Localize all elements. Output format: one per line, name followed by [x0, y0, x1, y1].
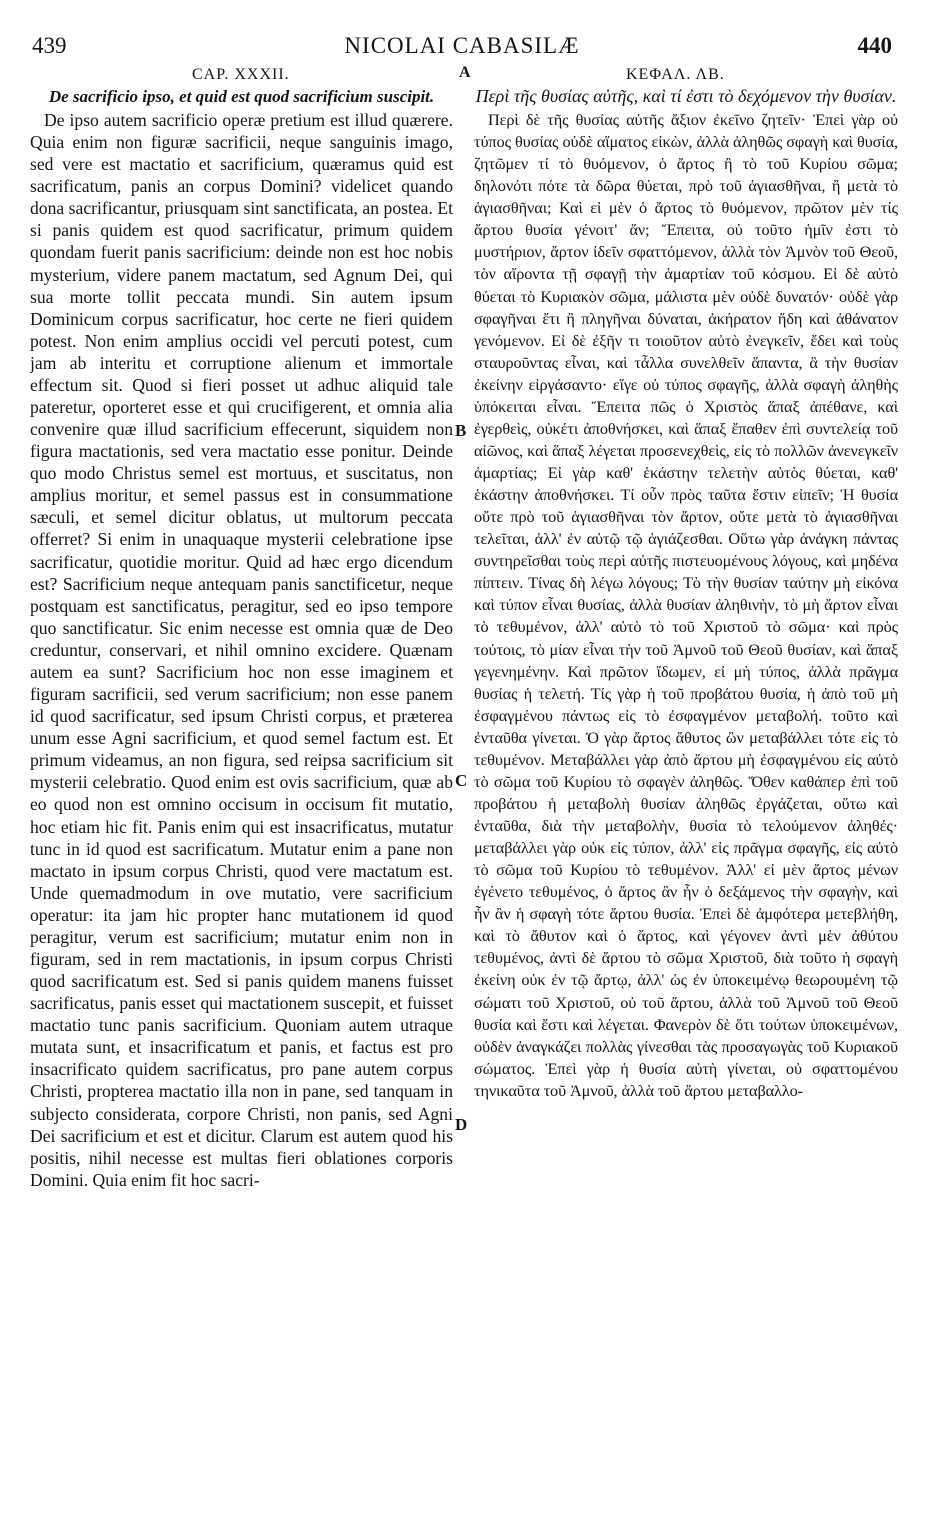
- page-number-left: 439: [32, 33, 67, 58]
- margin-letter-d: D: [455, 1115, 468, 1134]
- margin-letter-b: B: [455, 421, 467, 440]
- margin-letter-c: C: [455, 771, 468, 790]
- chapter-heading-latin: CAP. XXXII.: [192, 66, 290, 83]
- latin-body-text: De ipso autem sacrificio operæ pretium est illud quærere. Quia enim non figuræ sacrificii, neque sanguinis imago, sed vere est mactatio et sacrificium, quæramus quid est sacrificatum, panis an corpus Domini? videlicet quando dona sacrificantur, priusquam sint sanctificata, an postea. Et si panis quidem est quod sacrificatur, primum quidem quondam fuerit panis sacrificium: deinde non est hoc nobis mysterium, videre panem mactatum, sed Agnum Dei, qui sua morte tollit peccata mundi. Sin autem ipsum Dominicum corpus sacrificatur, hoc certe ne fieri quidem potest. Non enim amplius occidi vel percuti potest, cum jam ab interitu et corruptione alienum et immortale effectum sit. Quod si fieri posset ut adhuc aliquid tale pateretur, oporteret esse et qui crucifigerent, et omnia alia convenire quæ illud sacrificium effecerunt, siquidem non figura mactationis, sed vera mactatio esse ponitur. Deinde quo modo Christus semel est mortuus, et suscitatus, non amplius moritur, et semel passus est in consummatione sæculi, et semel dicitur oblatus, ut multorum peccata offerret? Si enim in unaquaque mysterii celebratione ipse sacrificatur, quotidie moritur. Quid ad hæc ergo dicendum est? Sacrificium neque antequam panis sanctificetur, neque postquam est sanctificatus, peragitur, sed eo ipso tempore quo sanctificatur. Sic enim necesse est omnia quæ de Deo creduntur, conservari, et nihil omnino excidere. Quænam autem ea sunt? Sacrificium hoc non esse imaginem et figuram sacrificii, sed verum sacrificium; non esse panem id quod sacrificatur, sed ipsum Christi corpus, et præterea unum esse Agni sacrificium, et quod semel factum est. Et primum videamus, an non figura, sed reipsa sacrificium sit mysterii celebratio. Quod enim est ovis sacrificium, quæ ab eo quod non est omnino occisum in occisum fit mutatio, hoc etiam hic fit. Panis enim qui est insacrificatus, mutatur tunc in id quod est sacrificatum. Mutatur enim a pane non mactato in ipsum corpus Christi, quod vere mactatum est. Unde quemadmodum in ove mutatio, vere sacrificium operatur: ita jam hic propter hanc mutationem id quod peragitur, verum est sacrificium; mutatur enim non in figuram, sed in rem mactationis, in ipsum corpus Christi quod sacrificatum est. Sed si panis quidem manens fuisset sacrificatus, panis esset qui mactationem suscepit, et fuisset mactatio tunc panis sacrificium. Quoniam autem utraque mutata sunt, et insacrificatum et panis, et factus est pro insacrificato quidem sacrificatus, pro pane autem corpus Christi, propterea mactatio illa non in pane, sed tanquam in subjecto considerata, corpore Christi, non panis, sed Agni Dei sacrificium et est et dicitur. Clarum est autem quod his positis, nihil necesse est multas fieri oblationes corporis Domini. Quia enim fit hoc sacri-: [30, 110, 453, 1190]
- running-title: NICOLAI CABASILÆ: [344, 33, 580, 58]
- latin-section-title: De sacrificio ipso, et quid est quod sacrificium suscipit.: [48, 87, 435, 106]
- greek-column: [474, 86, 898, 1526]
- margin-letter-a: A: [459, 64, 471, 81]
- greek-body-text: Περὶ δὲ τῆς θυσίας αὐτῆς ἄξιον ἐκεῖνο ζητεῖν· Ἐπεὶ γὰρ οὐ τύπος θυσίας οὐδὲ αἵματος εἰκὼν, ἀλλὰ ἀληθῶς σφαγὴ καὶ θυσία, ζητῶμεν τί τὸ θυόμενον, ὁ ἄρτος ἢ τὸ τοῦ Κυρίου σῶμα; δηλονότι πότε τὰ δῶρα θύεται, πρὸ τοῦ ἁγιασθῆναι, ἢ μετὰ τὸ ἁγιασθῆναι; Καὶ εἰ μὲν ὁ ἄρτος τὸ θυόμενον, πρῶτον μὲν τίς ἄρτου θυσία γένοιτ' ἄν; Ἔπειτα, οὐ τοῦτο ἡμῖν ἐστι τὸ μυστήριον, ἄρτον ἰδεῖν σφαττόμενον, ἀλλὰ τὸν Ἀμνὸν τοῦ Θεοῦ, τὸν αἴροντα τῇ σφαγῇ τὴν ἁμαρτίαν τοῦ κόσμου. Εἰ δὲ αὐτὸ θύεται τὸ Κυριακὸν σῶμα, μάλιστα μὲν οὐδὲ δυνατόν· οὐδὲ γὰρ σφαγῆναι ἔτι ἢ πληγῆναι δύναται, ἀκήρατον ἤδη καὶ ἀθάνατον γενόμενον. Εἰ δὲ ἐξῆν τι τοιοῦτον αὐτὸ ἐνεγκεῖν, ἔδει καὶ τοὺς σταυροῦντας εἶναι, καὶ τἆλλα συνελθεῖν ἅπαντα, ἃ τὴν θυσίαν ἐκείνην εἰργάσαντο· εἴγε οὐ τύπος σφαγῆς, ἀλλὰ σφαγὴ ἀληθὴς ὑπόκειται εἶναι. Ἔπειτα πῶς ὁ Χριστὸς ἅπαξ ἀπέθανε, καὶ ἐγερθεὶς, οὐκέτι ἀποθνήσκει, καὶ ἅπαξ ἔπαθεν ἐπὶ συντελείᾳ τοῦ αἰῶνος, καὶ ἅπαξ λέγεται προσενεχθεὶς, εἰς τὸ πολλῶν ἀνενεγκεῖν ἁμαρτίας; Εἰ γὰρ καθ' ἑκάστην τελετὴν αὐτὸς θύεται, καθ' ἑκάστην ἀποθνήσκει. Τί οὖν πρὸς ταῦτα ἔστιν εἰπεῖν; Ἡ θυσία οὔτε πρὸ τοῦ ἁγιασθῆναι τὸν ἄρτον, οὔτε μετὰ τὸ ἁγιασθῆναι τελεῖται, ἀλλ' ἐν αὐτῷ τῷ ἁγιάζεσθαι. Οὕτω γὰρ ἀνάγκη πάντας συντηρεῖσθαι τοὺς περὶ αὐτῆς πιστευομένους λόγους, καὶ μηδένα πίπτειν. Τίνας δὴ λέγω λόγους; Τὸ τὴν θυσίαν ταύτην μὴ εἰκόνα καὶ τύπον εἶναι θυσίας, ἀλλὰ θυσίαν ἀληθινὴν, τὸ μὴ ἄρτον εἶναι τὸ τεθυμένον, ἀλλ' αὐτὸ τὸ τοῦ Χριστοῦ τὸ σῶμα· καὶ πρὸς τούτοις, τὸ μίαν εἶναι τὴν τοῦ Ἀμνοῦ τοῦ Θεοῦ θυσίαν, καὶ ἅπαξ γεγενημένην. Καὶ πρῶτον ἴδωμεν, εἰ μὴ τύπος, ἀλλὰ πρᾶγμα θυσίας ἡ τελετή. Τίς γὰρ ἡ τοῦ προβάτου θυσία, ἡ ἀπὸ τοῦ μὴ ἐσφαγμένου πάντως εἰς τὸ ἐσφαγμένον μεταβολή. τοῦτο καὶ ἐνταῦθα γίνεται. Ὁ γὰρ ἄρτος ἄθυτος ὢν μεταβάλλει τότε εἰς τὸ τεθυμένον. Μεταβάλλει γὰρ ἀπὸ ἄρτου μὴ ἐσφαγμένου εἰς αὐτὸ τὸ σῶμα τοῦ Κυρίου τὸ σφαγὲν ἀληθῶς. Ὅθεν καθάπερ ἐπὶ τοῦ προβάτου ἡ μεταβολὴ θυσίαν ἀληθῶς ἐργάζεται, οὕτω καὶ ἐνταῦθα, διὰ τὴν μεταβολὴν, θυσία τὸ τελούμενον ἀληθές· μεταβάλλει γὰρ οὐκ εἰς τύπον, ἀλλ' εἰς πρᾶγμα σφαγῆς, εἰς αὐτὸ τὸ σῶμα τοῦ Κυρίου τὸ τεθυμένον. Ἀλλ' εἰ μὲν ἄρτος μένων ἐγένετο τεθυμένος, ὁ ἄρτος ἂν ἦν ὁ δεξάμενος τὴν σφαγὴν, καὶ ἦν ἂν ἡ σφαγὴ τότε ἄρτου θυσία. Ἐπεὶ δὲ ἀμφότερα μετεβλήθη, καὶ τὸ ἄθυτον καὶ ὁ ἄρτος, καὶ γέγονεν ἀντὶ μὲν ἀθύτου τεθυμένος, ἀντὶ δὲ ἄρτου τὸ σῶμα Χριστοῦ, διὰ τοῦτο ἡ σφαγὴ ἐκείνη οὐκ ἐν τῷ ἄρτῳ, ἀλλ' ὡς ἐν ὑποκειμένῳ θεωρουμένη τῷ σώματι τοῦ Χριστοῦ, οὐ τοῦ ἄρτου, ἀλλὰ τοῦ Ἀμνοῦ τοῦ Θεοῦ θυσία καὶ ἔστι καὶ λέγεται. Φανερὸν δὲ ὅτι τούτων ὑποκειμένων, οὐδὲν ἀναγκάζει πολλὰς γίνεσθαι τὰς προσαγωγὰς τοῦ Κυριακοῦ σώματος. Ἐπεὶ γὰρ ἡ θυσία αὐτὴ γίνεται, οὐ σφαττομένου τηνικαῦτα τοῦ Ἀμνοῦ, ἀλλὰ τοῦ ἄρτου μεταβαλλο-: [474, 110, 898, 1100]
- chapter-heading-greek: ΚΕΦΑΛ. ΛΒ.: [626, 66, 725, 83]
- greek-section-title: Περὶ τῆς θυσίας αὐτῆς, καὶ τί ἐστι τὸ δεχόμενον τὴν θυσίαν.: [475, 86, 897, 106]
- running-head: [32, 33, 892, 59]
- latin-column: [30, 86, 453, 1526]
- page-number-right: 440: [857, 33, 892, 58]
